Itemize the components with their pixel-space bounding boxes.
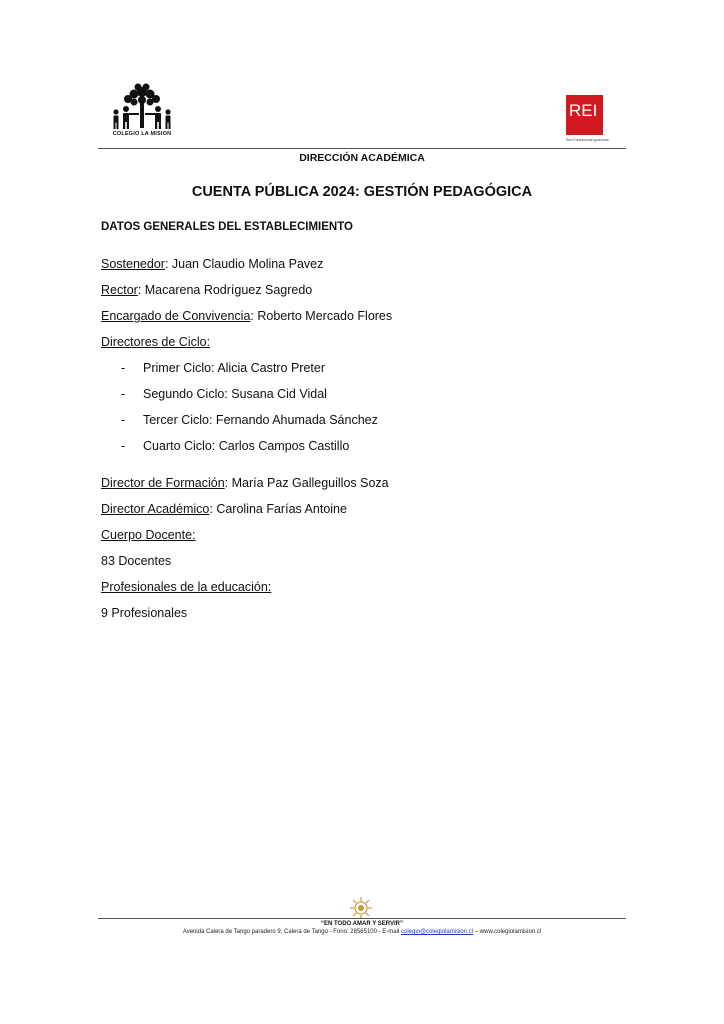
footer-address-suffix: – www.colegiolamision.cl [473, 929, 542, 935]
footer-motto: “EN TODO AMAR Y SERVIR” [320, 921, 404, 927]
formacion-label: Director de Formación [101, 476, 225, 490]
ciclo-text: Cuarto Ciclo: Carlos Campos Castillo [143, 439, 350, 453]
rector-label: Rector [101, 283, 138, 297]
document-title: CUENTA PÚBLICA 2024: GESTIÓN PEDAGÓGICA [191, 184, 533, 200]
academico-value: : Carolina Farías Antoine [209, 502, 347, 516]
rei-logo-subtext: Red Educacional Ignaciana [566, 138, 609, 142]
profesionales-label-line [101, 580, 271, 594]
list-item [121, 361, 325, 375]
profesionales-value-line [101, 606, 187, 620]
department-title: DIRECCIÓN ACADÉMICA [299, 152, 425, 164]
directores-ciclo-line [101, 335, 210, 349]
rei-logo-text: REI [569, 101, 598, 120]
list-item [121, 439, 349, 453]
ciclo-text: Segundo Ciclo: Susana Cid Vidal [143, 387, 327, 401]
convivencia-value: : Roberto Mercado Flores [250, 309, 393, 323]
rector-line [101, 283, 312, 297]
tree-with-children-icon [100, 82, 184, 132]
sostenedor-value: : Juan Claudio Molina Pavez [164, 257, 324, 271]
ciclo-text: Primer Ciclo: Alicia Castro Preter [143, 361, 325, 375]
bullet-dash: - [121, 361, 126, 375]
list-item [121, 413, 378, 427]
jesuit-seal-icon [349, 896, 373, 920]
footer-email-link[interactable]: colegio@colegiolamision.cl [400, 929, 474, 935]
bullet-dash: - [121, 413, 126, 427]
formacion-value: : María Paz Galleguillos Soza [224, 476, 389, 490]
sostenedor-label: Sostenedor [101, 257, 165, 271]
list-item [121, 387, 327, 401]
profesionales-label: Profesionales de la educación: [101, 580, 272, 594]
docentes-label: Cuerpo Docente: [101, 528, 196, 542]
bullet-dash: - [121, 387, 126, 401]
school-logo-text: COLEGIO LA MISION [112, 131, 172, 137]
section-title: DATOS GENERALES DEL ESTABLECIMIENTO [101, 221, 353, 233]
directores-ciclo-label: Directores de Ciclo: [101, 335, 211, 349]
school-logo [100, 82, 184, 144]
rector-value: : Macarena Rodríguez Sagredo [137, 283, 313, 297]
footer-divider [98, 918, 626, 919]
docentes-label-line [101, 528, 196, 542]
formacion-line [101, 476, 389, 490]
docentes-value-line [101, 554, 171, 568]
header-divider [98, 148, 626, 149]
profesionales-value: 9 Profesionales [101, 606, 188, 620]
bullet-dash: - [121, 439, 126, 453]
ciclo-text: Tercer Ciclo: Fernando Ahumada Sánchez [143, 413, 378, 427]
footer-address [0, 929, 724, 935]
network-logo [563, 92, 623, 148]
convivencia-label: Encargado de Convivencia [101, 309, 251, 323]
docentes-value: 83 Docentes [101, 554, 172, 568]
footer-address-prefix: Avenida Calera de Tango paradero 9, Calera de Tango - Fono: 28565100 - E-mail [182, 929, 401, 935]
academico-line [101, 502, 347, 516]
convivencia-line [101, 309, 392, 323]
sostenedor-line [101, 257, 323, 271]
academico-label: Director Académico [101, 502, 210, 516]
